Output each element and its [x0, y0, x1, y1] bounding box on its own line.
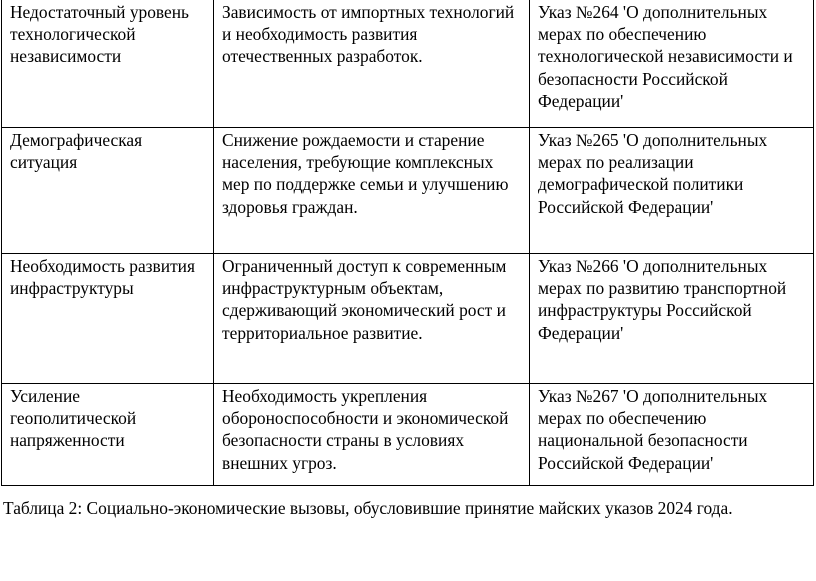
decree-cell: Указ №267 'О дополнительных мерах по обеспечению национальной безопасности Российской Федерации' — [530, 384, 814, 486]
challenge-cell: Необходимость развития инфраструктуры — [2, 254, 214, 384]
challenge-cell: Демографическая ситуация — [2, 128, 214, 254]
table-row — [2, 0, 814, 128]
description-cell: Снижение рождаемости и старение населения, требующие комплексных мер по поддержке семьи и улучшению здоровья граждан. — [214, 128, 530, 254]
description-cell: Необходимость укрепления обороноспособности и экономической безопасности страны в условиях внешних угроз. — [214, 384, 530, 486]
decree-cell: Указ №264 'О дополнительных мерах по обеспечению технологической независимости и безопасности Российской Федерации' — [530, 0, 814, 128]
decree-cell: Указ №265 'О дополнительных мерах по реализации демографической политики Российской Федерации' — [530, 128, 814, 254]
decree-cell: Указ №266 'О дополнительных мерах по развитию транспортной инфраструктуры Российской Федерации' — [530, 254, 814, 384]
challenge-cell: Недостаточный уровень технологической независимости — [2, 0, 214, 128]
challenges-table — [1, 0, 814, 486]
table-caption: Таблица 2: Социально-экономические вызовы, обусловившие принятие майских указов 2024 года. — [3, 498, 733, 518]
description-cell: Ограниченный доступ к современным инфраструктурным объектам, сдерживающий экономический рост и территориальное развитие. — [214, 254, 530, 384]
table-row — [2, 254, 814, 384]
table-row — [2, 384, 814, 486]
table-row — [2, 128, 814, 254]
description-cell: Зависимость от импортных технологий и необходимость развития отечественных разработок. — [214, 0, 530, 128]
challenge-cell: Усиление геополитической напряженности — [2, 384, 214, 486]
